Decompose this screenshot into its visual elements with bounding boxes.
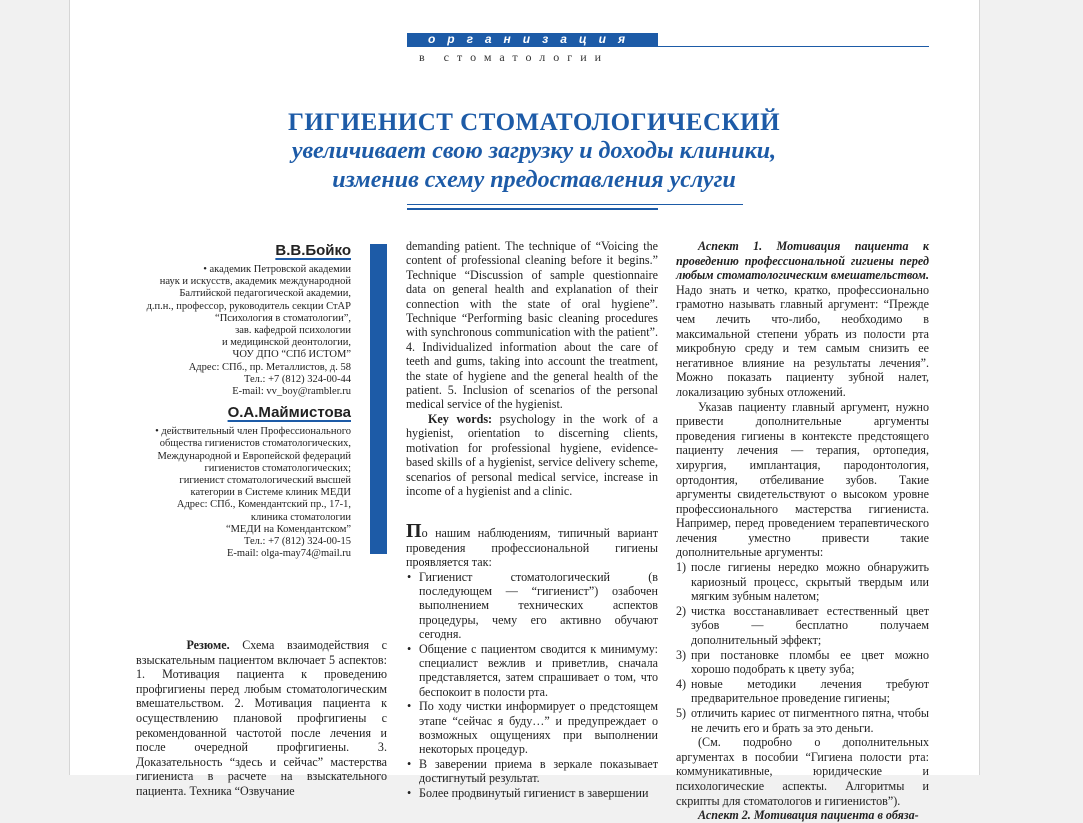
author-info-line: • академик Петровской академии (203, 264, 351, 275)
drop-cap: П (406, 520, 422, 543)
author-info-line: гигиенист стоматологический высшей (179, 475, 351, 487)
author-info-line: Балтийской педагогической академии, (179, 288, 351, 300)
author-info-line: гигиенистов стоматологических; (204, 462, 351, 474)
list-item: • В заверении приема в зеркале показывает достигнутый результат. (406, 757, 658, 786)
list-item: 1) после гигиены нередко можно обнаружить кариозный процесс, скрытый твердым или мягким зубным налетом; (676, 560, 929, 604)
text-column-middle (406, 239, 658, 800)
reference-paragraph: (См. подробно о дополнительных аргументах в пособии “Гигиена полости рта: коммуникативные, юридические и психологические аспекты. Алгоритмы и скрипты для стоматологов и гигиенистов”). (676, 735, 929, 808)
keywords-paragraph (406, 412, 658, 498)
keywords-text: psychology in the work of a hygienist, orientation to discerning clients, motivation for professional hygiene, evidence-based skills of a hygienist, service delivery scheme, scenarios of personal medical service, increase in income of a hygienist and a clinic. (406, 411, 658, 498)
author-email[interactable]: E-mail: vv_boy@rambler.ru (232, 386, 351, 398)
list-item: • Более продвинутый гигиенист в завершении (406, 786, 658, 800)
author-info-line: “Психология в стоматологии”, (215, 312, 351, 324)
list-item: 5) отличить кариес от пигментного пятна, чтобы не лечить его и брать за это деньги. (676, 706, 929, 735)
keywords-label: Key words: (428, 411, 493, 426)
list-item: 2) чистка восстанавливает естественный цвет зубов — бесплатно получаем дополнительный эффект; (676, 603, 929, 648)
bullet-list (406, 570, 658, 801)
resume-label: Резюме. (186, 638, 230, 652)
arguments-paragraph: Указав пациенту главный аргумент, нужно привести дополнительные аргументы проведения гигиены в контексте предстоящего пациенту лечения — терапия, ортопедия, хирургия, имплантация, пародонтология, ортодонтия, отбеливание зубов. Такие аргументы свидетельствуют о высоком уровне профессионального мастерства гигиениста. Например, перед проведением терапевтического лечения уместно привести такие дополнительные аргументы: (676, 399, 929, 560)
author-info-line: клиника стоматологии (250, 511, 351, 523)
intro-paragraph (406, 520, 658, 570)
author-info-line: Адрес: СПб., пр. Металлистов, д. 58 (188, 361, 351, 373)
abstract-english: demanding patient. The technique of “Voicing the content of professional cleaning before it begins.” Technique “Discussion of sample questionnaire data on general health and explanation of their connection with the state of oral hygiene”. Technique “Performing basic cleaning procedures with synchronous communication with the patient”. 4. Individualized information about the care of teeth and gums, taking into account the treatment, the state of hygiene and the general health of the patient. 5. Inclusion of scenarios of the personal medical service of the hygienist. (406, 239, 658, 412)
aspect1-heading: Аспект 1. Мотивация пациента к проведению профессиональной гигиены перед любым стоматологическим вмешательством. (676, 239, 929, 283)
author-info-line: наук и искусств, академик международной (159, 276, 351, 288)
author-name: В.В.Бойко (275, 242, 351, 259)
author-name: О.А.Маймистова (227, 404, 351, 422)
list-item: 4) новые методики лечения требуют предварительное проведение гигиены; (676, 676, 929, 706)
author-accent-bar (370, 244, 387, 554)
aspect1-paragraph (676, 239, 929, 400)
title-rule-thin (407, 204, 743, 205)
authors-block (130, 242, 351, 560)
list-item: • По ходу чистки информирует о предстоящем этапе “сейчас я буду…” и предупреждает о возможных ощущениях при выполнении некоторых процедур. (406, 699, 658, 757)
list-item: • Общение с пациентом сводится к минимуму: специалист вежлив и приветлив, сначала представляется, затем спрашивает о том, что беспокоит в полости рта. (406, 642, 658, 700)
aspect1-text: Надо знать и четко, кратко, профессионально грамотно называть главный аргумент: “Прежде чем лечить что-либо, необходимо в максимальной степени убрать из полости рта микробную среду и тем самым снизить ее негативное влияние на результаты лечения”. Можно показать пациенту зубной налет, локализацию зубных отложений. (676, 282, 929, 399)
resume-text: Схема взаимодействия с взыскательным пациентом включает 5 аспектов: 1. Мотивация пациента к проведению профгигиены перед любым стоматологическим вмешательством. 2. Мотивация пациента к осуществлению плановой профгигиены с рекомендованной частотой после лечения и после очередной профгигиены. 3. Доказательность “здесь и сейчас” мастерства гигиениста в расчете на взыскательного пациента. Техника “Озвучание (136, 638, 387, 798)
author-info-line: Международной и Европейской федераций (157, 450, 351, 462)
author-info-line: ЧОУ ДПО “СПб ИСТОМ” (232, 349, 351, 361)
author-info-line: Адрес: СПб., Комендантский пр., 17-1, (176, 499, 351, 511)
resume-paragraph (136, 638, 387, 799)
article-title-line2: увеличивает свою загрузку и доходы клиники, (291, 138, 777, 164)
article-title (170, 108, 898, 195)
text-column-right (676, 239, 929, 823)
author-info-line: зав. кафедрой психологии (235, 325, 351, 337)
author-info-line: категории в Системе клиник МЕДИ (190, 487, 351, 499)
author-info-line: и медицинской деонтологии, (221, 337, 351, 349)
list-item: • Гигиенист стоматологический (в последующем — “гигиенист”) озабочен выполнением технических аспектов процедуры, чему его активно обучают сегодня. (406, 570, 658, 642)
author-info-line: общества гигиенистов стоматологических, (159, 438, 351, 450)
author-info-line: “МЕДИ на Комендантском” (225, 523, 351, 535)
author-info (130, 264, 351, 398)
author-info (130, 426, 351, 560)
author-email[interactable]: E-mail: olga-may74@mail.ru (227, 548, 351, 560)
author-info-line: д.п.н., профессор, руководитель секции СтАР (146, 300, 351, 312)
title-rule-thick (407, 208, 658, 210)
numbered-list (676, 560, 929, 735)
intro-text: о нашим наблюдениям, типичный вариант проведения профессиональной гигиены проявляется так: (406, 526, 658, 570)
author-info-line: Тел.: +7 (812) 324-00-15 (244, 536, 351, 548)
list-item: 3) при постановке пломбы ее цвет можно хорошо подобрать к цвету зуба; (676, 647, 929, 677)
article-title-line3: изменив схему предоставления услуги (332, 167, 736, 193)
author-info-line: • действительный член Профессионального (155, 426, 351, 438)
section-header-subtitle: в стоматологии (419, 50, 610, 64)
section-header-rule (658, 46, 929, 47)
section-header-title: организация (427, 32, 638, 46)
article-title-main: ГИГИЕНИСТ СТОМАТОЛОГИЧЕСКИЙ (287, 109, 781, 136)
aspect2-heading: Аспект 2. Мотивация пациента в обяза- (698, 808, 919, 823)
document-page (69, 0, 980, 823)
author-info-line: Тел.: +7 (812) 324-00-44 (244, 373, 351, 385)
